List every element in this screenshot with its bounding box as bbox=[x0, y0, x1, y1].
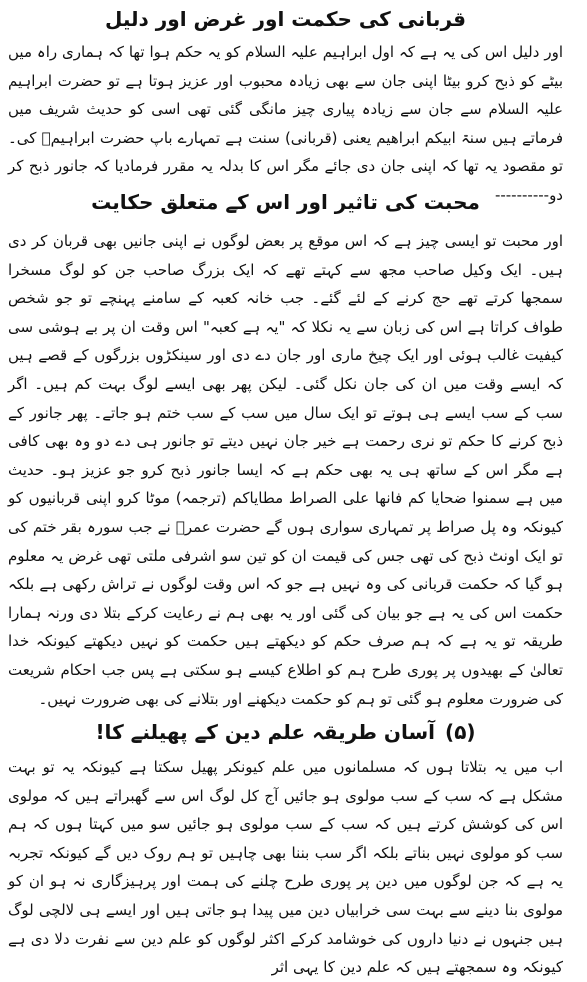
section-heading-easy-method bbox=[8, 717, 563, 749]
section-body-love-effect: اور محبت تو ایسی چیز ہے کہ اس موقع پر بعض لوگوں نے اپنی جانیں بھی قربان کر دی ہیں۔ ایک وکیل صاحب مجھ سے کہتے تھے کہ ایک بزرگ صاحب جن کو لوگ مسخرا سمجھا کرتے تھے حج کرنے کے لئے گئے۔ جب خانہ کعبہ کے سامنے پہنچے تو جو شخص طواف کراتا ہے اس کی زبان سے یہ نکلا کہ "یہ ہے کعبہ" اس وقت ان پر بے ہوشی سی کیفیت غالب ہوئی اور ایک چیخ ماری اور جان دے دی اور سینکڑوں بزرگوں کے قصے ہیں کہ ایسے وقت میں ان کی جان نکل گئی۔ لیکن پھر بھی ایسے لوگ بہت کم ہیں۔ اگر سب کے سب ایسے ہی ہوتے تو ایک سال میں سب کے سب ختم ہو جاتے۔ پھر جانور کے ذبح کرنے کا حکم تو نری رحمت ہے خیر جان نہیں دیتے تو جانور ہی دے دو وہ بھی کافی ہے مگر اس کے ساتھ ہی یہ بھی حکم ہے کہ ایسا جانور ذبح کرو جو عزیز ہو۔ حدیث میں ہے سمنوا ضحایا کم فانھا علی الصراط مطایاکم (ترجمہ) موٹا کرو اپنی قربانیوں کو کیونکہ وہ پل صراط پر تمہاری سواری ہوں گے حضرت عمرؓ نے جب سورہ بقر ختم کی تو ایک اونٹ ذبح کی تھی جس کی قیمت ان کو تین سو اشرفی ملتی تھی غرض یہ معلوم ہو گیا کہ حکمت قربانی کی وہ نہیں ہے جو کہ اس وقت لوگوں نے تراش رکھی ہے بلکہ حکمت اس کی یہ ہے جو بیان کی گئی اور یہ بھی ہم نے رعایت کرکے بتلا دی ورنہ ہمارا طریقہ تو یہ ہے کہ ہم صرف حکم کو دیکھتے ہیں حکمت کو نہیں دیکھتے کیونکہ خدا تعالیٰ کے بھیدوں پر پوری طرح ہم کو اطلاع کیسے ہو سکتی ہے پس جب احکام شریعت کی ضرورت معلوم ہو گئی تو ہم کو حکمت دیکھنے اور بتلانے کی بھی ضرورت نہیں۔ bbox=[8, 232, 563, 708]
section-heading-sacrifice-wisdom: قربانی کی حکمت اور غرض اور دلیل bbox=[105, 7, 466, 31]
section-number: (۵) bbox=[445, 720, 476, 744]
section-heading-text: آسان طریقہ علم دین کے پھیلنے کا! bbox=[95, 720, 436, 744]
section-heading-love-effect: محبت کی تاثیر اور اس کے متعلق حکایت bbox=[91, 190, 480, 214]
section-body-sacrifice-wisdom: اور دلیل اس کی یہ ہے کہ اول ابراہیم علیہ السلام کو یہ حکم ہوا تھا کہ ہماری راہ میں بیٹے کو ذبح کرو بیٹا اپنی جان سے بھی زیادہ محبوب اور عزیز ہوتا ہے تو حضرت ابراہیم علیہ السلام سے جان سے زیادہ پیاری چیز مانگی گئی تھی اسی کو حدیث شریف میں فرماتے ہیں سنۃ ابیکم ابراھیم یعنی (قربانی) سنت ہے تمہارے باپ حضرت ابراہیمؑ کی۔ تو مقصود یہ تھا کہ اپنی جان دی جائے مگر اس کا بدلہ یہ مقرر فرمادیا کہ جانور ذبح کر دو---------- bbox=[8, 43, 563, 204]
section-body-easy-method: اب میں یہ بتلاتا ہوں کہ مسلمانوں میں علم کیونکر پھیل سکتا ہے کیونکہ یہ تو بہت مشکل ہے کہ سب کے سب مولوی ہو جائیں آج کل لوگ اس سے گھبراتے ہیں کہ مولوی اس کی کوشش کرتے ہیں کہ سب کے سب مولوی ہو جائیں سو میں کہتا ہوں کہ ہم سب کو مولوی نہیں بناتے بلکہ اگر سب بننا بھی چاہیں تو ہم روک دیں گے کیونکہ تجربہ یہ ہے کہ جن لوگوں میں دین پر پوری طرح چلنے کی ہمت اور پرہیزگاری نہ ہو ان کو مولوی بنا دینے سے بہت سی خرابیاں دین میں پیدا ہو جاتی ہیں اور ایسے ہی لالچی لوگ ہیں جنہوں نے دنیا داروں کی خوشامد کرکے اکثر لوگوں کو علم دین سے نفرت دلا دی ہے کیونکہ وہ سمجھتے ہیں کہ علم دین کا یہی اثر bbox=[8, 758, 563, 977]
